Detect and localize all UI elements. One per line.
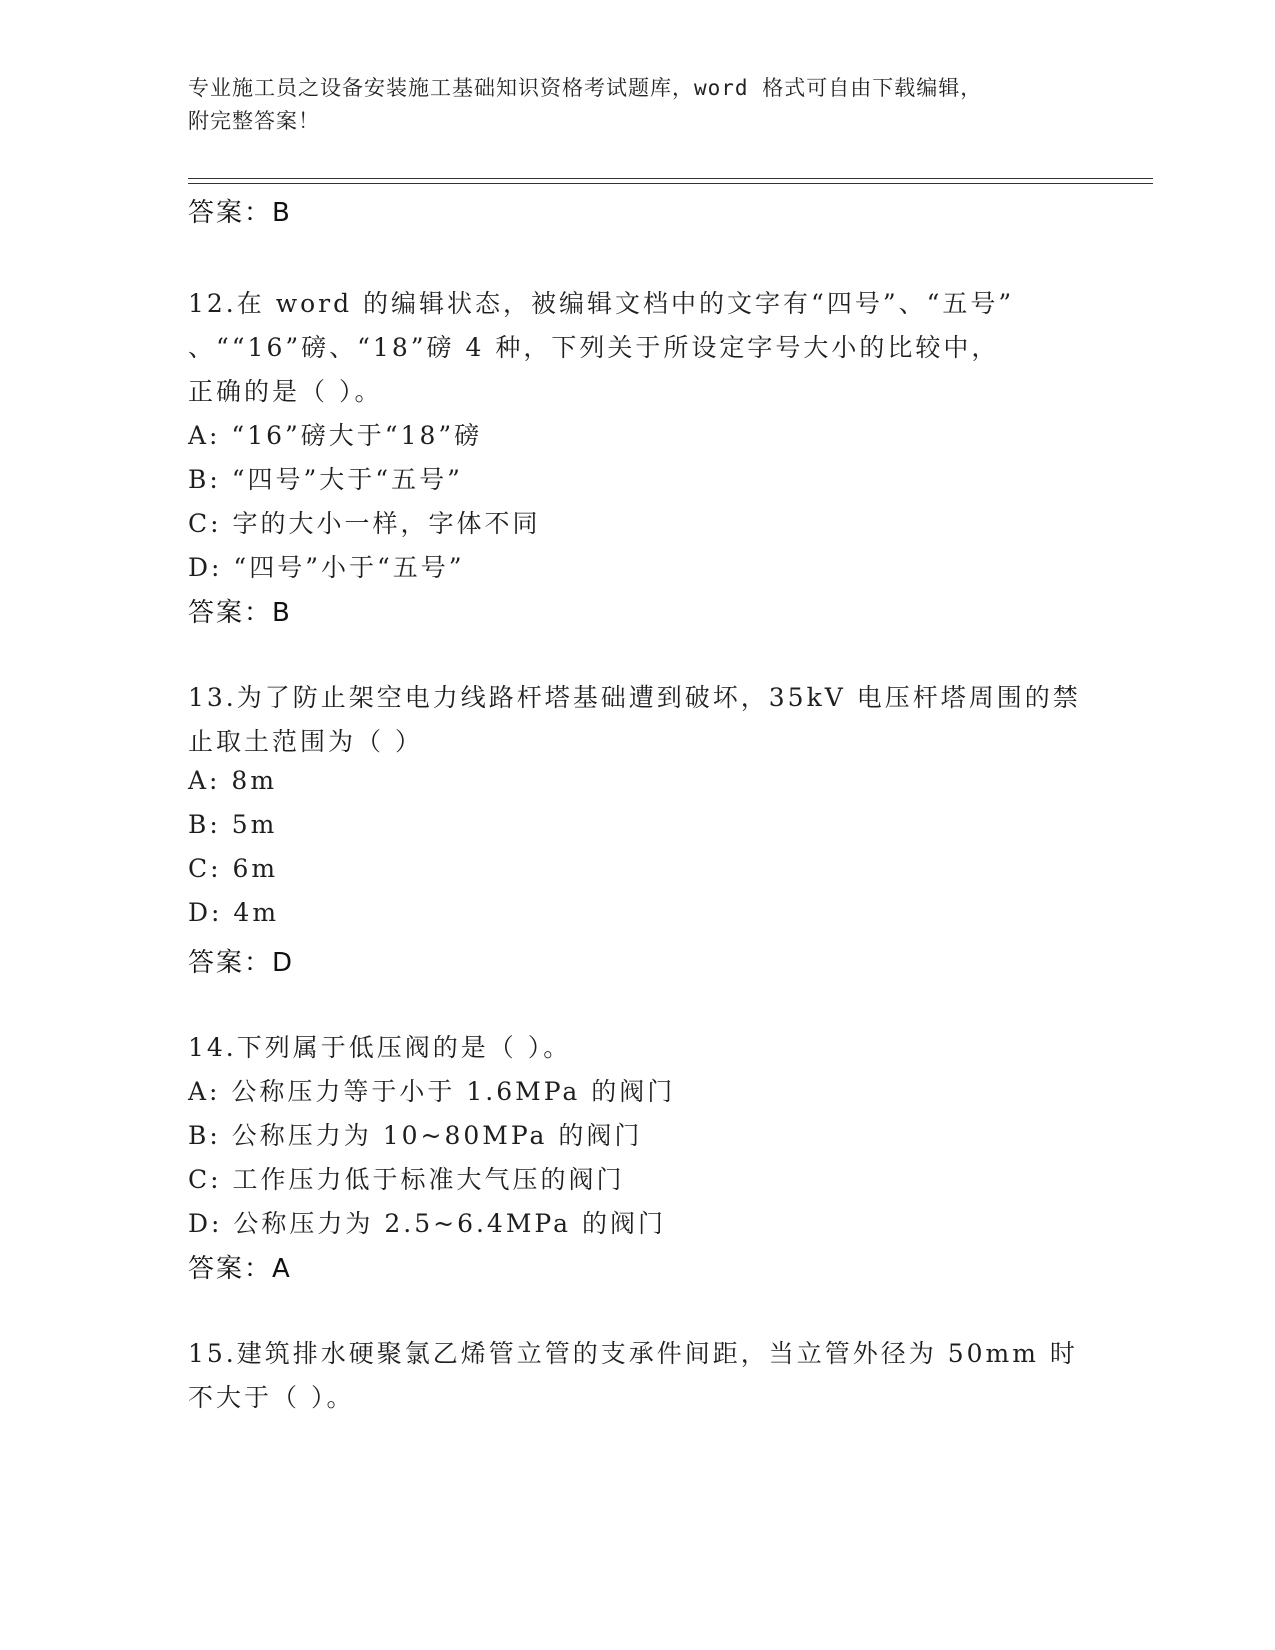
- answer: 答案：A: [188, 1254, 292, 1284]
- option-d: D: 公称压力为 2.5~6.4MPa 的阀门: [188, 1209, 666, 1238]
- question-stem-line: 止取土范围为（ ）: [188, 727, 423, 756]
- option-c: C: 字的大小一样，字体不同: [188, 509, 541, 538]
- option-d: D: 4m: [188, 898, 280, 927]
- header-divider-top: [188, 178, 1153, 179]
- option-a: A: 公称压力等于小于 1.6MPa 的阀门: [188, 1077, 676, 1106]
- question-stem-line: 、““16”磅、“18”磅 4 种，下列关于所设定字号大小的比较中，: [188, 333, 1000, 362]
- option-a: A: 8m: [188, 766, 278, 795]
- option-b: B: “四号”大于“五号”: [188, 465, 463, 494]
- previous-answer: 答案：B: [188, 198, 292, 228]
- question-stem-line: 12.在 word 的编辑状态，被编辑文档中的文字有“四号”、“五号”: [188, 289, 1015, 318]
- header-divider-bottom: [188, 183, 1153, 184]
- answer: 答案：B: [188, 598, 292, 628]
- option-c: C: 6m: [188, 854, 279, 883]
- option-b: B: 公称压力为 10~80MPa 的阀门: [188, 1121, 643, 1150]
- option-d: D: “四号”小于“五号”: [188, 553, 465, 582]
- answer: 答案：D: [188, 948, 295, 978]
- question-stem-line: 不大于（ ）。: [188, 1383, 355, 1412]
- question-stem-line: 13.为了防止架空电力线路杆塔基础遭到破坏，35kV 电压杆塔周围的禁: [188, 683, 1081, 712]
- question-stem-line: 15.建筑排水硬聚氯乙烯管立管的支承件间距，当立管外径为 50mm 时: [188, 1339, 1078, 1368]
- page-header: [188, 72, 1088, 138]
- question-stem-line: 正确的是（ ）。: [188, 377, 383, 406]
- header-line-1: 专业施工员之设备安装施工基础知识资格考试题库，word 格式可自由下载编辑，: [188, 76, 983, 100]
- option-a: A: “16”磅大于“18”磅: [188, 421, 483, 450]
- option-b: B: 5m: [188, 810, 278, 839]
- header-line-2: 附完整答案！: [188, 109, 320, 133]
- question-stem-line: 14.下列属于低压阀的是（ ）。: [188, 1033, 572, 1062]
- option-c: C: 工作压力低于标准大气压的阀门: [188, 1165, 625, 1194]
